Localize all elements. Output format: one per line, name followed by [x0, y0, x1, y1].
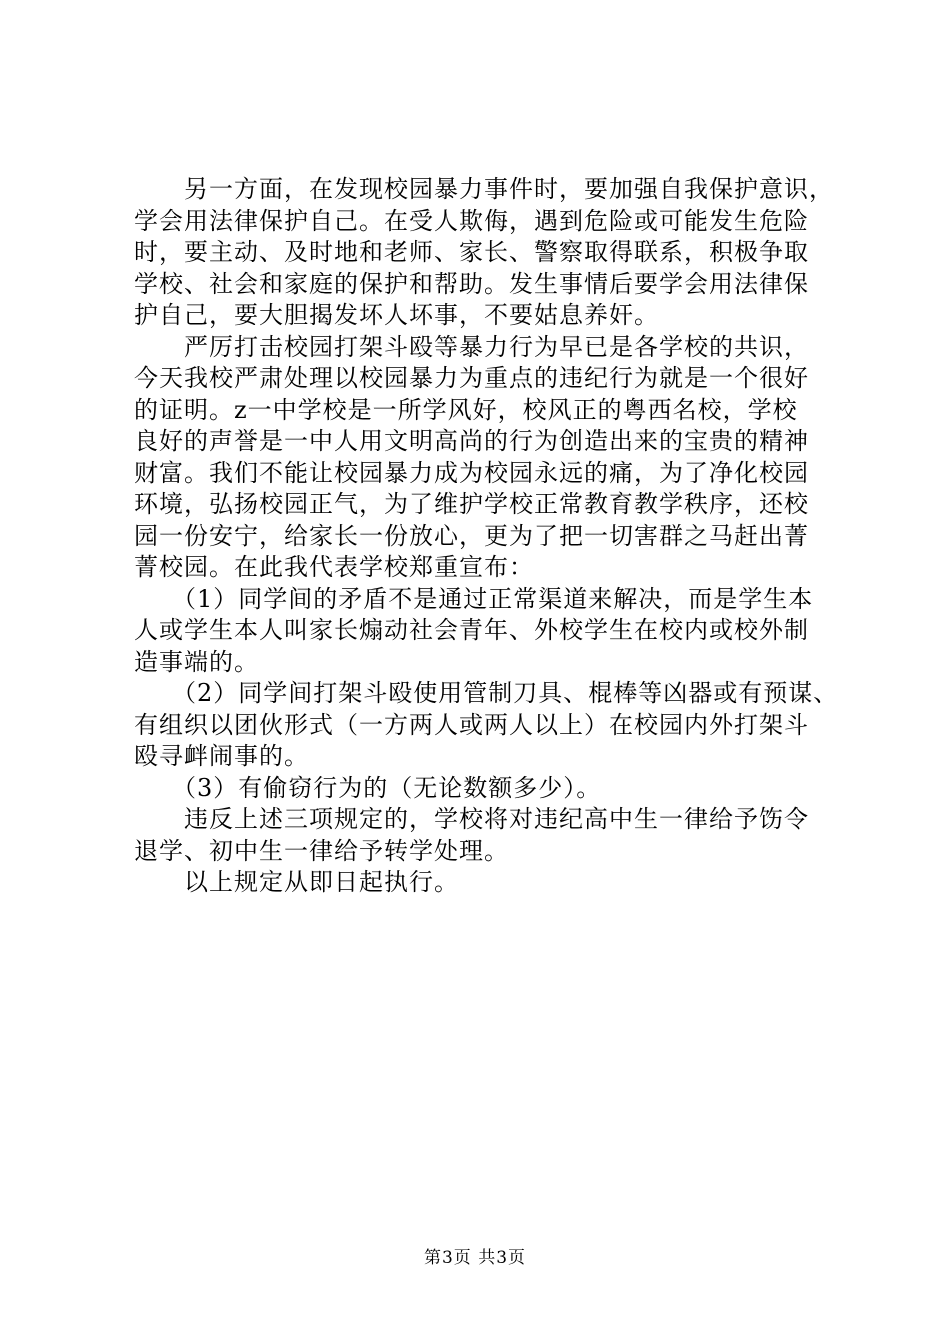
text-line: （1）同学间的矛盾不是通过正常渠道来解决，而是学生本 — [134, 584, 814, 613]
text-line: 学会用法律保护自己。在受人欺侮，遇到危险或可能发生危险 — [134, 206, 809, 235]
text-line: 有组织以团伙形式（一方两人或两人以上）在校园内外打架斗 — [134, 710, 809, 739]
text-line: 严厉打击校园打架斗殴等暴力行为早已是各学校的共识， — [134, 332, 809, 361]
text-line: （2）同学间打架斗殴使用管制刀具、棍棒等凶器或有预谋、 — [134, 679, 839, 707]
text-line: 造事端的。 — [134, 647, 259, 676]
text-line: 学校、社会和家庭的保护和帮助。发生事情后要学会用法律保 — [134, 269, 809, 298]
text-line: （3）有偷窃行为的（无论数额多少）。 — [134, 773, 602, 802]
text-line: 今天我校严肃处理以校园暴力为重点的违纪行为就是一个很好 — [134, 364, 809, 392]
text-line: 财富。我们不能让校园暴力成为校园永远的痛，为了净化校园 — [134, 458, 809, 487]
text-line: 良好的声誉是一中人用文明高尚的行为创造出来的宝贵的精神 — [134, 427, 809, 455]
text-line: 人或学生本人叫家长煽动社会青年、外校学生在校内或校外制 — [134, 616, 809, 644]
text-line: 时，要主动、及时地和老师、家长、警察取得联系，积极争取 — [134, 238, 809, 266]
text-line: 环境，弘扬校园正气，为了维护学校正常教育教学秩序，还校 — [134, 490, 809, 518]
text-line: 以上规定从即日起执行。 — [134, 868, 459, 896]
text-line: 退学、初中生一律给予转学处理。 — [134, 836, 509, 865]
text-line: 另一方面，在发现校园暴力事件时，要加强自我保护意识， — [134, 175, 834, 203]
text-line: 违反上述三项规定的，学校将对违纪高中生一律给予饬令 — [134, 805, 809, 833]
page-number-footer: 第3页 共3页 — [423, 1248, 527, 1268]
text-line: 护自己，要大胆揭发坏人坏事，不要姑息养奸。 — [134, 301, 659, 329]
text-line: 殴寻衅闹事的。 — [134, 742, 309, 770]
document-body — [134, 174, 839, 899]
text-line: 园一份安宁，给家长一份放心，更为了把一切害群之马赶出菁 — [134, 521, 809, 550]
text-line: 菁校园。在此我代表学校郑重宣布： — [134, 553, 534, 581]
text-line: 的证明。z一中学校是一所学风好，校风正的粤西名校，学校 — [134, 395, 798, 424]
